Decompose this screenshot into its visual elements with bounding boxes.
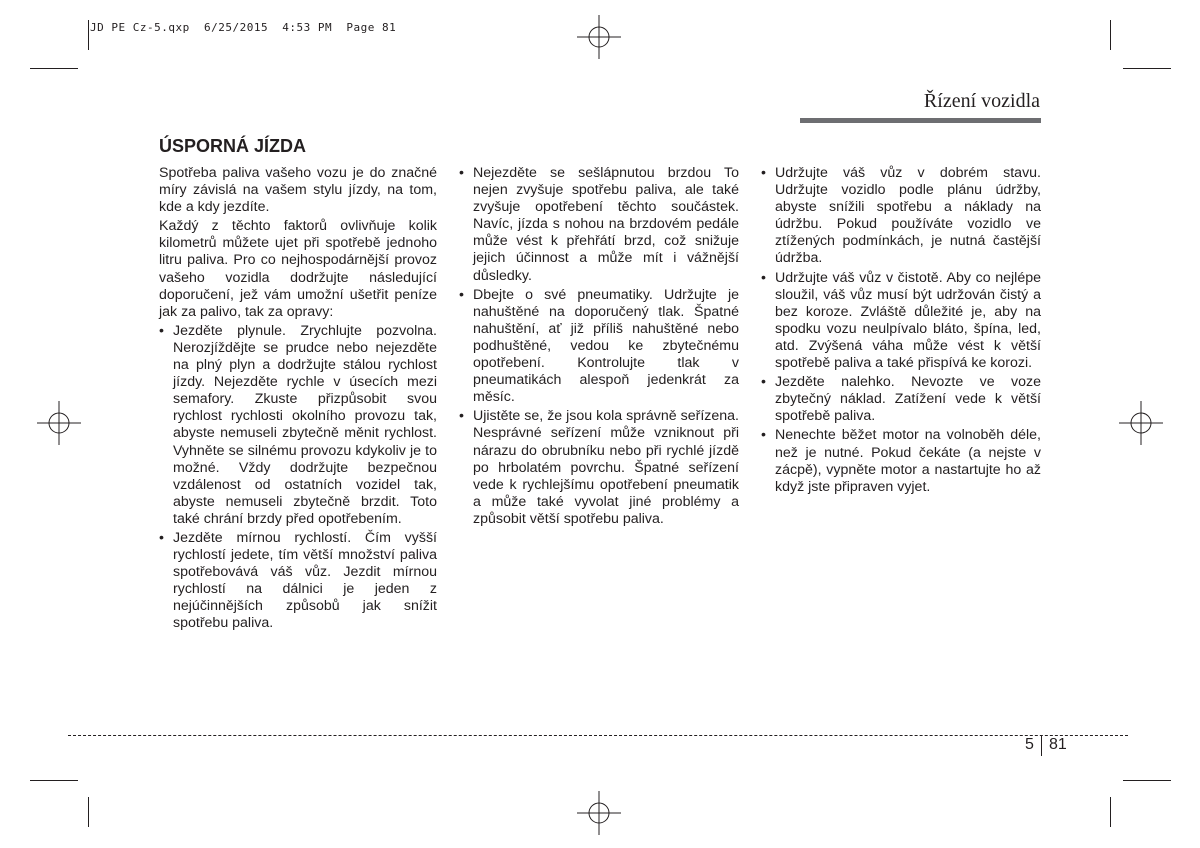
bullet-list [761, 165, 1041, 496]
crop-mark [30, 68, 78, 69]
header-bar [800, 118, 1041, 123]
chapter-number: 5 [1025, 736, 1034, 753]
list-item: • Ujistěte se, že jsou kola správně seřízena. Nesprávné seřízení může vzniknout při nárazu do obrubníku nebo při rychlé jízdě po hrbolatém povrchu. Špatné seřízení vede k rychlejšímu opotřebení pneumatik a může také vyvolat jiné problémy a způsobit větší spotřebu paliva. [459, 408, 739, 528]
registration-mark-bottom [576, 790, 622, 836]
list-item: • Nenechte běžet motor na volnoběh déle, než je nutné. Pokud čekáte (a nejste v zácpě), vypněte motor a nastartujte ho až když jste připraven vyjet. [761, 427, 1041, 495]
crop-mark [88, 20, 89, 50]
crop-mark [1123, 780, 1171, 781]
crop-mark [88, 797, 89, 827]
text-column-2 [459, 165, 739, 530]
footer-divider [68, 735, 1128, 736]
section-title: Řízení vozidla [923, 90, 1040, 112]
list-item: • Udržujte váš vůz v čistotě. Aby co nejlépe sloužil, váš vůz musí být udržován čistý a bez koroze. Zvláště důležité je, aby na spodku vozu neulpívalo bláto, špína, led, atd. Zvýšená váha může vést k větší spotřebě paliva a také přispívá ke korozi. [761, 270, 1041, 373]
bullet-list [459, 165, 739, 528]
text-column-3 [761, 165, 1041, 498]
paragraph: Každý z těchto faktorů ovlivňuje kolik kilometrů můžete ujet při spotřebě jednoho litru paliva. Pro co nejhospodárnější provoz vašeho vozidla dodržujte následující doporučení, jež vám umožní ušetřit peníze jak za palivo, tak za opravy: [159, 218, 437, 320]
list-item: • Jezděte mírnou rychlostí. Čím vyšší rychlostí jedete, tím větší množství paliva spotřebovává váš vůz. Jezdit mírnou rychlostí na dálnici je jeden z nejúčinnějších způsobů jak snížit spotřebu paliva. [159, 530, 437, 633]
list-item: • Jezděte plynule. Zrychlujte pozvolna. Nerozjíždějte se prudce nebo nejezděte na plný plyn a dodržujte stálou rychlost jízdy. Nejezděte rychle v úsecích mezi semafory. Zkuste přizpůsobit svou rychlost rychlosti okolního provozu tak, abyste nemuseli zbytečně měnit rychlost. Vyhněte se silnému provozu kdykoliv je to možné. Vždy dodržujte bezpečnou vzdálenost od ostatních vozidel tak, abyste nemuseli zbytečně brzdit. Toto také chrání brzdy před opotřebením. [159, 323, 437, 528]
list-item: • Udržujte váš vůz v dobrém stavu. Udržujte vozidlo podle plánu údržby, abyste snížili spotřebu a náklady na údržbu. Pokud používáte vozidlo ve ztížených podmínkách, je nutná častější údržba. [761, 165, 1041, 268]
page-heading: ÚSPORNÁ JÍZDA [159, 136, 307, 156]
list-item: • Nejezděte se sešlápnutou brzdou To nejen zvyšuje spotřebu paliva, ale také zvyšuje opotřebení těchto součástek. Navíc, jízda s nohou na brzdovém pedále může vést k přehřátí brzd, což snižuje jejich účinnost a může mít i vážnější důsledky. [459, 165, 739, 285]
bullet-list [159, 323, 437, 633]
crop-mark [1110, 797, 1111, 827]
crop-mark [30, 780, 78, 781]
list-item: • Jezděte nalehko. Nevozte ve voze zbytečný náklad. Zatížení vede k větší spotřebě paliva. [761, 374, 1041, 425]
registration-mark-top [576, 14, 622, 60]
registration-mark-right [1118, 400, 1164, 446]
registration-mark-left [36, 400, 82, 446]
print-slug: JD PE Cz-5.qxp 6/25/2015 4:53 PM Page 81 [90, 21, 397, 34]
text-column-1 [159, 165, 437, 635]
list-item: • Dbejte o své pneumatiky. Udržujte je nahuštěné na doporučený tlak. Špatné nahuštění, ať již příliš nahuštěné nebo podhuštěné, vedou ke zbytečnému opotřebení. Kontrolujte tlak v pneumatikách alespoň jedenkrát za měsíc. [459, 287, 739, 407]
paragraph: Spotřeba paliva vašeho vozu je do značné míry závislá na vašem stylu jízdy, na tom, kde a kdy jezdíte. [159, 165, 437, 216]
page-number: 81 [1049, 736, 1067, 753]
crop-mark [1123, 68, 1171, 69]
crop-mark [1110, 20, 1111, 50]
page-number-separator [1041, 736, 1042, 756]
